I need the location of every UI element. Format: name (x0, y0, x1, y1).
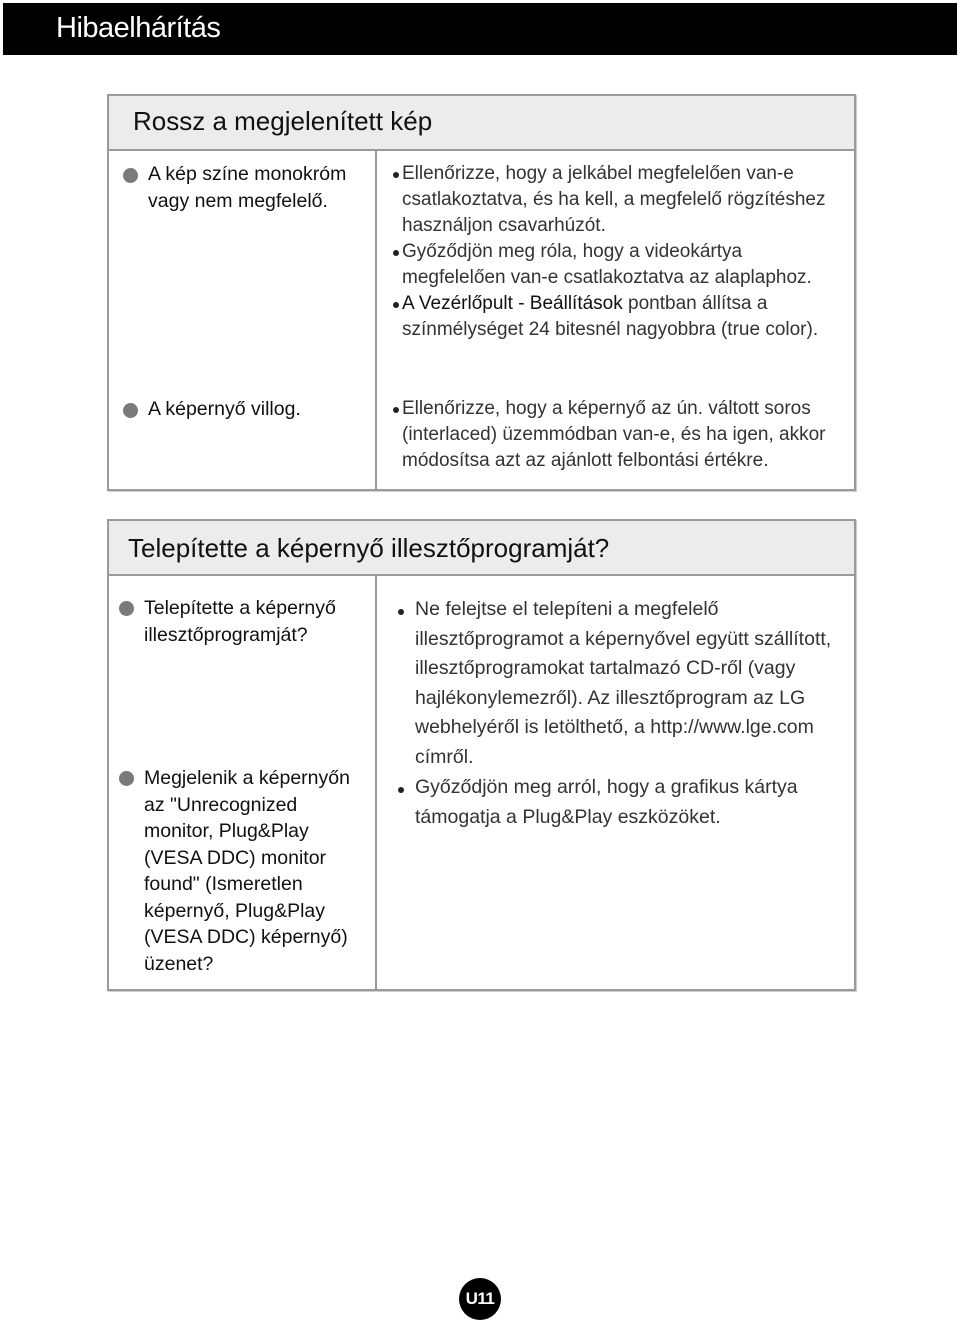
solution-text: pontban állítsa a színmélységet 24 bitesnél nagyobbra (true color). (402, 293, 819, 340)
section-bad-display (107, 94, 856, 491)
problem-text: Telepítette a képernyő illesztőprogramját? (144, 597, 336, 646)
solution-bullet-icon (393, 250, 399, 256)
solution-text: Ellenőrizze, hogy a jelkábel megfelelően van-e csatlakoztatva, és ha kell, a megfelelő rögzítéshez használjon csavarhúzót. (402, 163, 826, 236)
column-divider (375, 576, 377, 991)
solution-text: Győződjön meg róla, hogy a videokártya megfelelően van-e csatlakoztatva az alaplaphoz. (402, 241, 812, 288)
problem-text: Megjelenik a képernyőn az "Unrecognized monitor, Plug&Play (VESA DDC) monitor found" (Ismeretlen képernyő, Plug&Play (VESA DDC) képernyő) üzenet? (144, 767, 350, 975)
solution-text: Ne felejtse el telepíteni a megfelelő illesztőprogramot a képernyővel együtt szállított, illesztőprogramokat tartalmazó CD-ről (vagy hajlékonylemezről). Az illesztőprogram az LG webhelyéről is letölthető, a http://www.lge.com címről. (415, 598, 832, 768)
section-driver-installed (107, 519, 856, 991)
problem-text: A kép színe monokróm vagy nem megfelelő. (148, 163, 347, 212)
solution-bullet-icon (393, 302, 399, 308)
problem-bullet-icon (123, 168, 138, 183)
page-title: Hibaelhárítás (56, 12, 221, 44)
control-panel-path: A Vezérlőpult - Beállítások (402, 293, 623, 314)
solution-bullet-icon (393, 407, 399, 413)
solution-text-with-emphasis (402, 291, 842, 343)
section-header (109, 96, 854, 151)
page-number-badge: U11 (459, 1278, 501, 1320)
solution-text: Ellenőrizze, hogy a képernyő az ún. váltott soros (interlaced) üzemmódban van-e, és ha igen, akkor módosítsa azt az ajánlott felbontási értékre. (402, 398, 826, 471)
problem-text: A képernyő villog. (148, 398, 301, 420)
problem-bullet-icon (123, 403, 138, 418)
problem-bullet-icon (119, 771, 134, 786)
section-title: Rossz a megjelenített kép (133, 106, 433, 136)
section-header (109, 521, 854, 576)
problem-bullet-icon (119, 601, 134, 616)
section-title: Telepítette a képernyő illesztőprogramját? (128, 533, 610, 563)
page-header-bar (3, 3, 957, 55)
column-divider (375, 151, 377, 491)
solution-bullet-icon (398, 609, 404, 615)
solution-bullet-icon (398, 787, 404, 793)
solution-text: Győződjön meg arról, hogy a grafikus kártya támogatja a Plug&Play eszközöket. (415, 776, 798, 828)
solution-bullet-icon (393, 172, 399, 178)
